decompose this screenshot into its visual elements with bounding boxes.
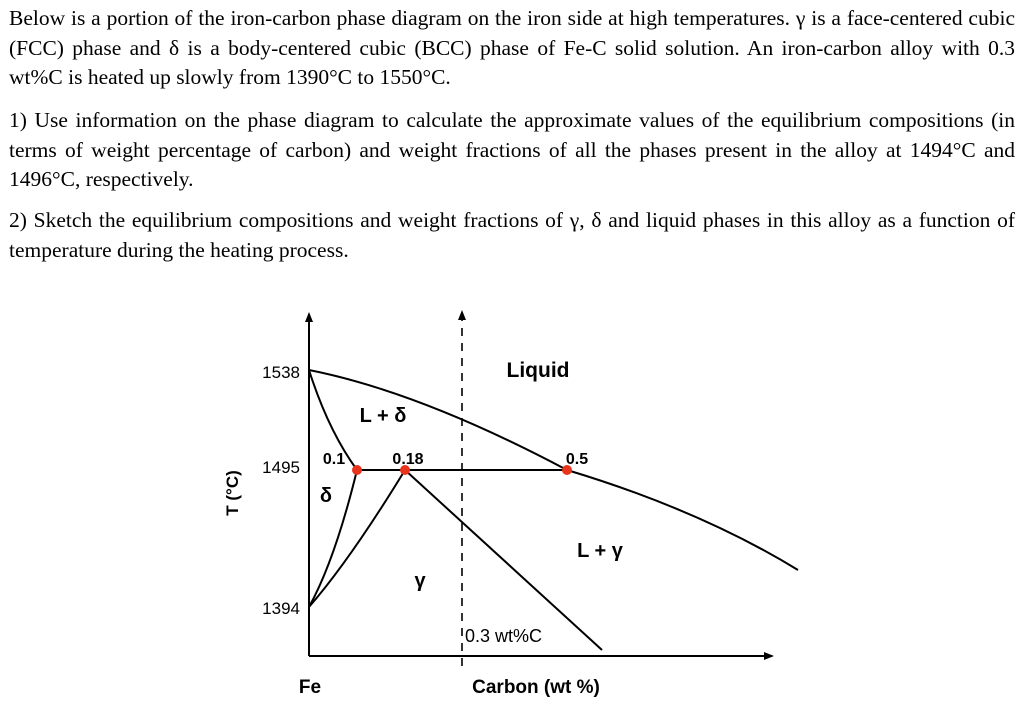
alloy-line-label: 0.3 wt%C — [465, 626, 543, 646]
y-axis-label: T (°C) — [223, 470, 242, 516]
region-label-gamma: γ — [414, 570, 426, 592]
region-label-l-plus-delta: L + δ — [359, 405, 407, 427]
gamma-solidus-boundary — [405, 470, 602, 650]
region-label-liquid: Liquid — [506, 359, 570, 382]
region-label-delta: δ — [319, 485, 333, 507]
temperature-tick-1394: 1394 — [262, 599, 300, 618]
problem-intro: Below is a portion of the iron-carbon phase diagram on the iron side at high temperatures. γ is a face-centered cubic (FCC) phase and δ is a body-centered cubic (BCC) phase of Fe-C solid solution. An iron-carbon alloy with 0.3 wt%C is heated up slowly from 1390°C to 1550°C. — [9, 6, 1015, 89]
temperature-tick-1538: 1538 — [262, 363, 300, 382]
temperature-tick-1495: 1495 — [262, 458, 300, 477]
point-label-0.5: 0.5 — [565, 451, 589, 468]
point-label-0.1: 0.1 — [322, 451, 346, 468]
point-label-0.18: 0.18 — [392, 451, 424, 468]
delta-solvus-boundary — [309, 470, 357, 607]
region-label-l-plus-gamma: L + γ — [577, 540, 623, 562]
peritectic-point-0.1 — [352, 465, 362, 475]
x-axis-label: Carbon (wt %) — [472, 677, 600, 698]
question-1: 1) Use information on the phase diagram to calculate the approximate values of the equilibrium compositions (in terms of weight percentage of carbon) and weight fractions of all the phases present in the alloy at 1494°C and 1496°C, respectively. — [9, 108, 1015, 191]
question-2: 2) Sketch the equilibrium compositions and weight fractions of γ, δ and liquid phases in this alloy as a function of temperature during the heating process. — [9, 208, 1015, 262]
fe-label: Fe — [298, 677, 322, 698]
